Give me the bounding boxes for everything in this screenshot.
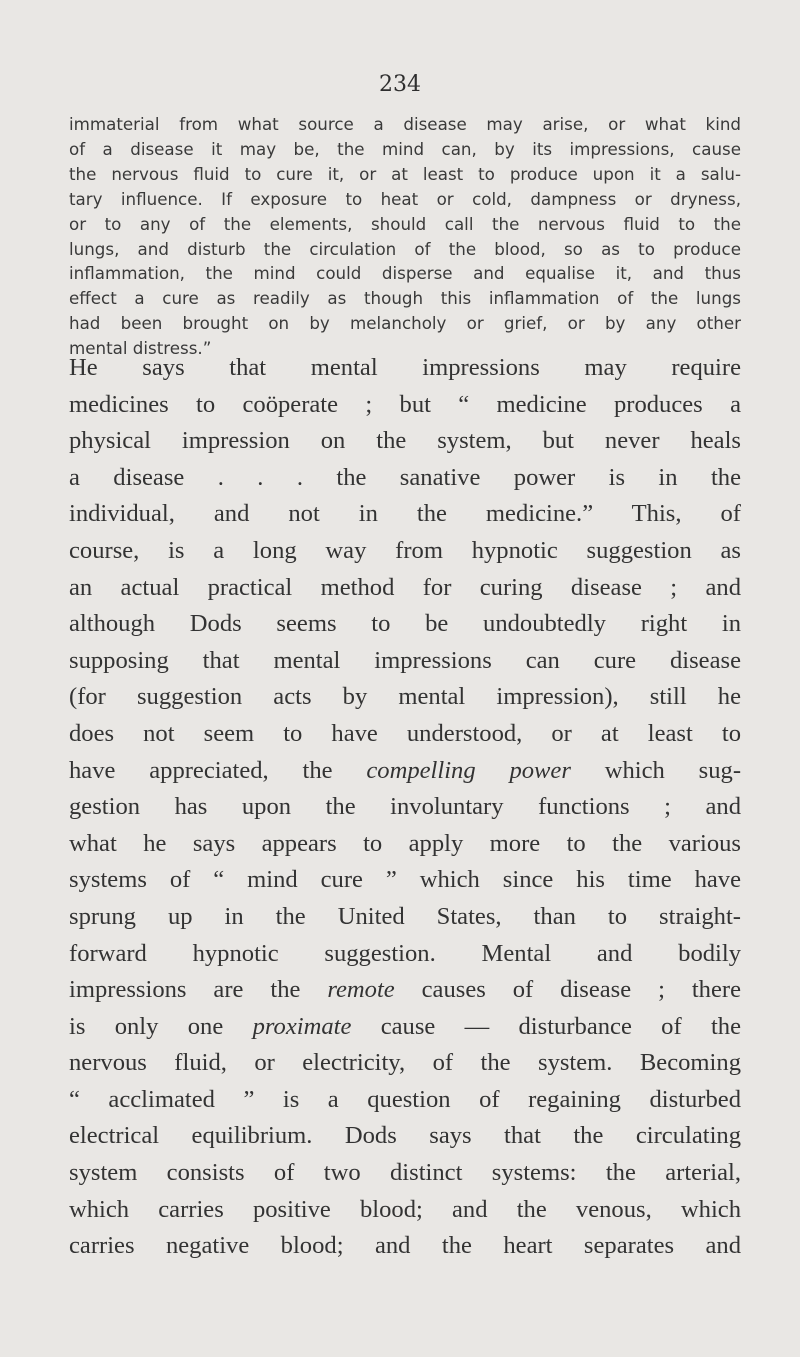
body-line: medicines to coöperate ; but “ medicine produces a [69,390,741,418]
quote-line: mental distress.” [69,338,212,359]
quote-line: effect a cure as readily as though this inflammation of the lungs [69,288,741,309]
body-line: sprung up in the United States, than to straight- [69,902,741,930]
body-text: cause — disturbance of the [380,1012,742,1040]
body-line: nervous fluid, or electricity, of the system. Becoming [69,1049,741,1077]
quote-line: immaterial from what source a disease may arise, or what kind [69,114,741,134]
body-line: an actual practical method for curing disease ; and [69,573,741,601]
body-line [69,753,741,790]
body-text: is only one [69,1012,224,1040]
body-line: what he says appears to apply more to the various [69,829,741,857]
italic-emphasis: proximate [252,1012,352,1040]
body-text: which sug- [604,756,742,784]
quote-line: had been brought on by melancholy or grief, or by any other [69,313,741,334]
quote-line: tary influence. If exposure to heat or cold, dampness or dryness, [69,188,741,209]
body-line: forward hypnotic suggestion. Mental and bodily [69,939,741,967]
quote-line: lungs, and disturb the circulation of the blood, so as to produce [69,238,741,259]
body-line [69,1009,741,1046]
body-line: system consists of two distinct systems: the arterial, [69,1159,741,1187]
body-line: which carries positive blood; and the venous, which [69,1195,741,1223]
body-paragraph [69,350,741,1265]
body-line: gestion has upon the involuntary functions ; and [69,793,741,821]
body-line: systems of “ mind cure ” which since his time have [69,866,741,894]
italic-emphasis: remote [327,976,395,1004]
page-number: 234 [379,72,421,97]
body-line: course, is a long way from hypnotic suggestion as [69,536,741,564]
body-line: physical impression on the system, but never heals [69,427,741,455]
quote-line: of a disease it may be, the mind can, by its impressions, cause [69,138,741,159]
body-line: individual, and not in the medicine.” This, of [69,500,741,528]
body-line: He says that mental impressions may require [69,354,741,381]
body-line: “ acclimated ” is a question of regaining disturbed [69,1085,741,1113]
body-line: although Dods seems to be undoubtedly right in [69,610,741,638]
body-text: causes of disease ; there [421,976,741,1004]
body-line: a disease . . . the sanative power is in the [69,463,741,491]
body-text: impressions are the [69,976,301,1004]
body-line [69,972,741,1009]
body-line: (for suggestion acts by mental impression), still he [69,683,741,711]
quote-line: or to any of the elements, should call the nervous fluid to the [69,213,741,234]
body-line: electrical equilibrium. Dods says that the circulating [69,1122,741,1150]
quote-line: the nervous fluid to cure it, or at least to produce upon it a salu- [69,163,741,184]
body-line: does not seem to have understood, or at least to [69,719,741,747]
body-line: carries negative blood; and the heart separates and [69,1232,741,1260]
body-text: have appreciated, the [69,756,333,784]
body-line: supposing that mental impressions can cure disease [69,646,741,674]
italic-emphasis: compelling power [366,756,571,784]
quote-line: inflammation, the mind could disperse and equalise it, and thus [69,263,741,284]
quoted-passage [69,112,741,361]
